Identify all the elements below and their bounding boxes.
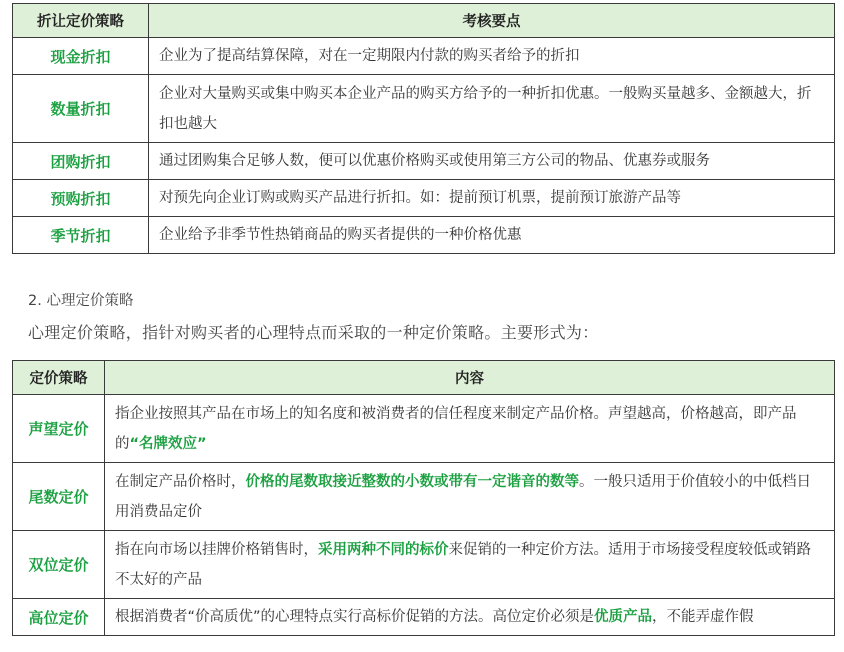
row-desc: 企业为了提高结算保障，对在一定期限内付款的购买者给予的折扣 — [149, 38, 835, 75]
row-desc — [105, 395, 835, 463]
table-row — [13, 180, 835, 217]
table-header-row — [13, 4, 835, 38]
desc-text: ，不能弄虚作假 — [652, 609, 754, 625]
table-row — [13, 143, 835, 180]
section-title: 2. 心理定价策略 — [28, 293, 134, 309]
table-row — [13, 38, 835, 75]
desc-text: 指企业按照其产品在市场上的知名度和被消费者的信任程度来制定产品价格。声望越高，价格越高，即产品的 — [115, 405, 797, 452]
row-desc — [105, 463, 835, 531]
desc-text: 。一般只适用于价值较小的中低档日用消费品定价 — [115, 473, 811, 520]
table-row — [13, 395, 835, 463]
row-desc — [105, 531, 835, 599]
table-row — [13, 599, 835, 636]
row-desc: 通过团购集合足够人数，便可以优惠价格购买或使用第三方公司的物品、优惠券或服务 — [149, 143, 835, 180]
highlight-text: 价格的尾数取接近整数的小数或带有一定谐音的数等 — [245, 473, 579, 490]
highlight-text: 采用两种不同的标价 — [318, 541, 449, 558]
row-name: 预购折扣 — [13, 180, 149, 217]
header-strategy: 折让定价策略 — [13, 4, 149, 38]
row-desc — [105, 599, 835, 636]
highlight-text: “名牌效应” — [129, 435, 207, 452]
desc-text: 来促销的一种定价方法。适用于市场接受程度较低或销路不太好的产品 — [115, 541, 811, 588]
highlight-text: 优质产品 — [594, 609, 653, 625]
section-intro: 心理定价策略，指针对购买者的心理特点而采取的一种定价策略。主要形式为： — [28, 323, 599, 342]
table-row — [13, 531, 835, 599]
row-name: 尾数定价 — [13, 463, 105, 531]
row-name: 高位定价 — [13, 599, 105, 636]
psychological-pricing-table — [12, 360, 835, 636]
header-strategy: 定价策略 — [13, 361, 105, 395]
table-row — [13, 217, 835, 254]
row-desc: 企业对大量购买或集中购买本企业产品的购买方给予的一种折扣优惠。一般购买量越多、金额越大，折扣也越大 — [149, 75, 835, 143]
header-content: 内容 — [105, 361, 835, 395]
header-key-points: 考核要点 — [149, 4, 835, 38]
row-name: 数量折扣 — [13, 75, 149, 143]
row-name: 声望定价 — [13, 395, 105, 463]
row-name: 季节折扣 — [13, 217, 149, 254]
table-header-row — [13, 361, 835, 395]
desc-text: 根据消费者“价高质优”的心理特点实行高标价促销的方法。高位定价必须是 — [115, 609, 595, 625]
table-row — [13, 75, 835, 143]
row-desc: 企业给予非季节性热销商品的购买者提供的一种价格优惠 — [149, 217, 835, 254]
desc-text: 指在向市场以挂牌价格销售时， — [115, 541, 318, 558]
table-row — [13, 463, 835, 531]
row-name: 团购折扣 — [13, 143, 149, 180]
row-name: 双位定价 — [13, 531, 105, 599]
row-name: 现金折扣 — [13, 38, 149, 75]
discount-pricing-table — [12, 3, 835, 254]
row-desc: 对预先向企业订购或购买产品进行折扣。如：提前预订机票，提前预订旅游产品等 — [149, 180, 835, 217]
desc-text: 在制定产品价格时， — [115, 473, 246, 490]
